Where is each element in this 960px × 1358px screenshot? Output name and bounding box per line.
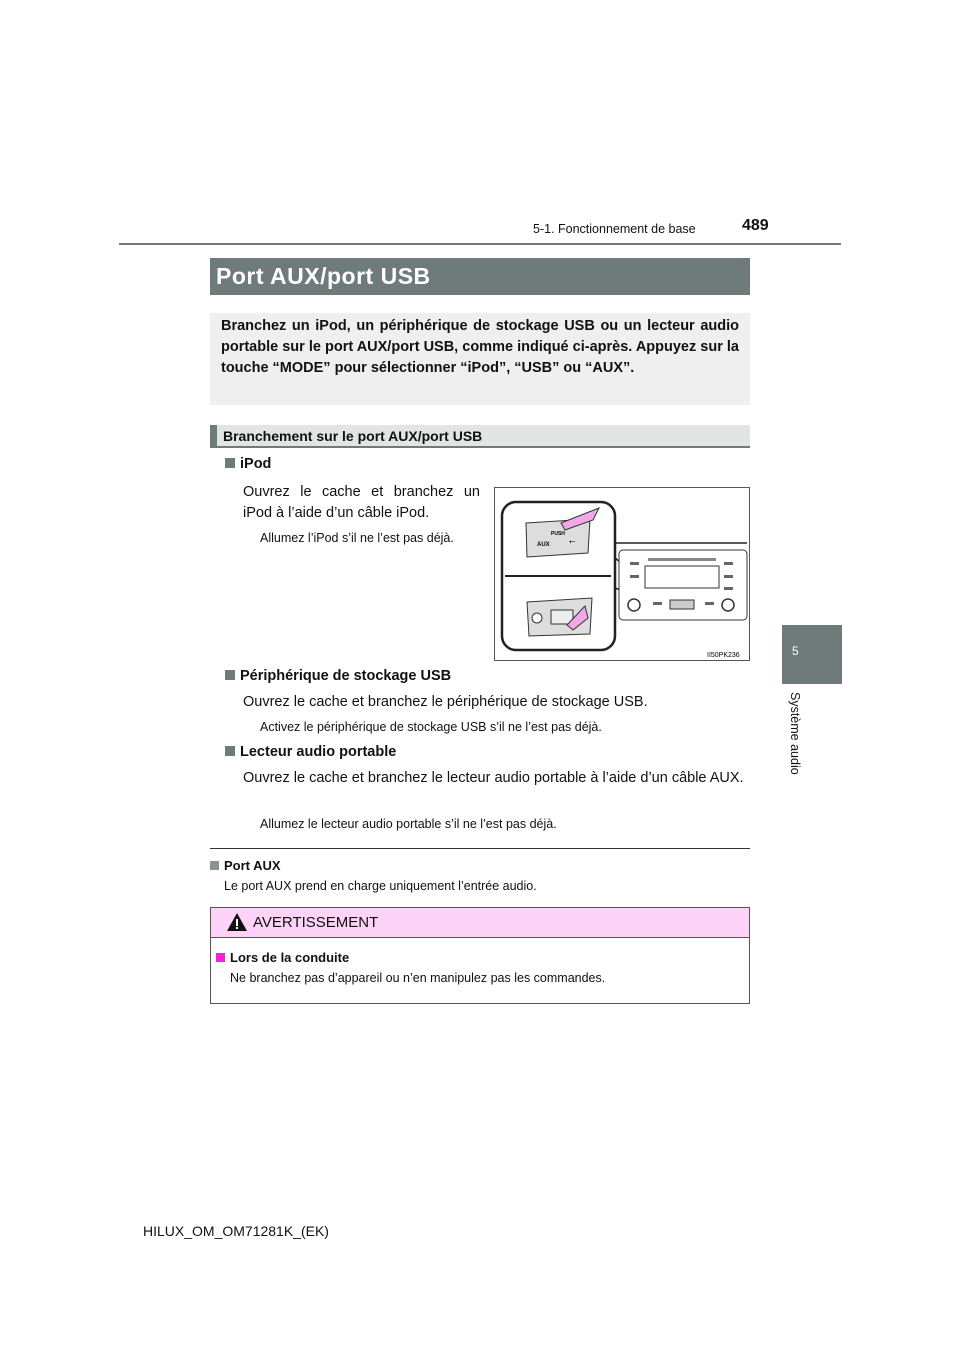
bullet-square-icon	[225, 746, 235, 756]
item-text-ipod: Ouvrez le cache et branchez un iPod à l’aide d’un câble iPod.	[243, 484, 480, 521]
heading-text: Périphérique de stockage USB	[240, 668, 452, 684]
divider	[210, 848, 750, 849]
bullet-square-icon	[210, 861, 219, 870]
item-heading-ipod	[225, 456, 271, 472]
usb-icon: ⭠	[569, 537, 576, 546]
item-note-usb: Activez le périphérique de stockage USB s’il ne l’est pas déjà.	[260, 720, 602, 734]
bullet-square-icon	[225, 670, 235, 680]
page-number: 489	[742, 217, 769, 234]
section-title: 5-1. Fonctionnement de base	[533, 222, 696, 236]
header-rule	[119, 243, 841, 245]
page-title: Port AUX/port USB	[210, 258, 750, 295]
heading-text: Port AUX	[224, 858, 281, 873]
push-label: PUSH	[551, 531, 565, 537]
intro-box: Branchez un iPod, un périphérique de stockage USB ou un lecteur audio portable sur le port AUX/port USB, comme indiqué ci-après. Appuyez sur la touche “MODE” pour sélectionner “iPod”, “USB” ou “AUX”.	[210, 313, 750, 405]
warning-heading	[211, 938, 749, 965]
footer-code: HILUX_OM_OM71281K_(EK)	[143, 1223, 329, 1239]
figure-code: II50PK236	[707, 652, 740, 659]
item-heading-portable	[225, 744, 396, 760]
bullet-square-icon	[225, 458, 235, 468]
warning-triangle-icon	[226, 912, 248, 932]
chapter-label: Système audio	[788, 692, 802, 775]
heading-text: iPod	[240, 456, 272, 472]
item-text-usb: Ouvrez le cache et branchez le périphérique de stockage USB.	[243, 694, 648, 710]
subheading: Branchement sur le port AUX/port USB	[210, 425, 750, 448]
item-text-portable: Ouvrez le cache et branchez le lecteur audio portable à l’aide d’un câble AUX.	[243, 770, 744, 786]
pink-square-icon	[216, 953, 225, 962]
heading-text: Lecteur audio portable	[240, 744, 397, 760]
warning-title: AVERTISSEMENT	[253, 914, 379, 931]
item-note-portable: Allumez le lecteur audio portable s’il ne l’est pas déjà.	[260, 817, 557, 831]
warning-box	[210, 907, 750, 1004]
chapter-tab: 5	[782, 625, 842, 684]
port-aux-heading	[210, 858, 281, 873]
aux-label: AUX	[537, 542, 550, 548]
item-note-ipod: Allumez l’iPod s’il ne l’est pas déjà.	[260, 531, 454, 545]
warning-text: Ne branchez pas d’appareil ou n’en manipulez pas les commandes.	[230, 971, 606, 985]
warning-header	[211, 908, 749, 938]
port-aux-text: Le port AUX prend en charge uniquement l’entrée audio.	[224, 879, 537, 893]
item-heading-usb	[225, 668, 451, 684]
aux-usb-illustration	[494, 487, 750, 661]
heading-text: Lors de la conduite	[230, 950, 350, 965]
